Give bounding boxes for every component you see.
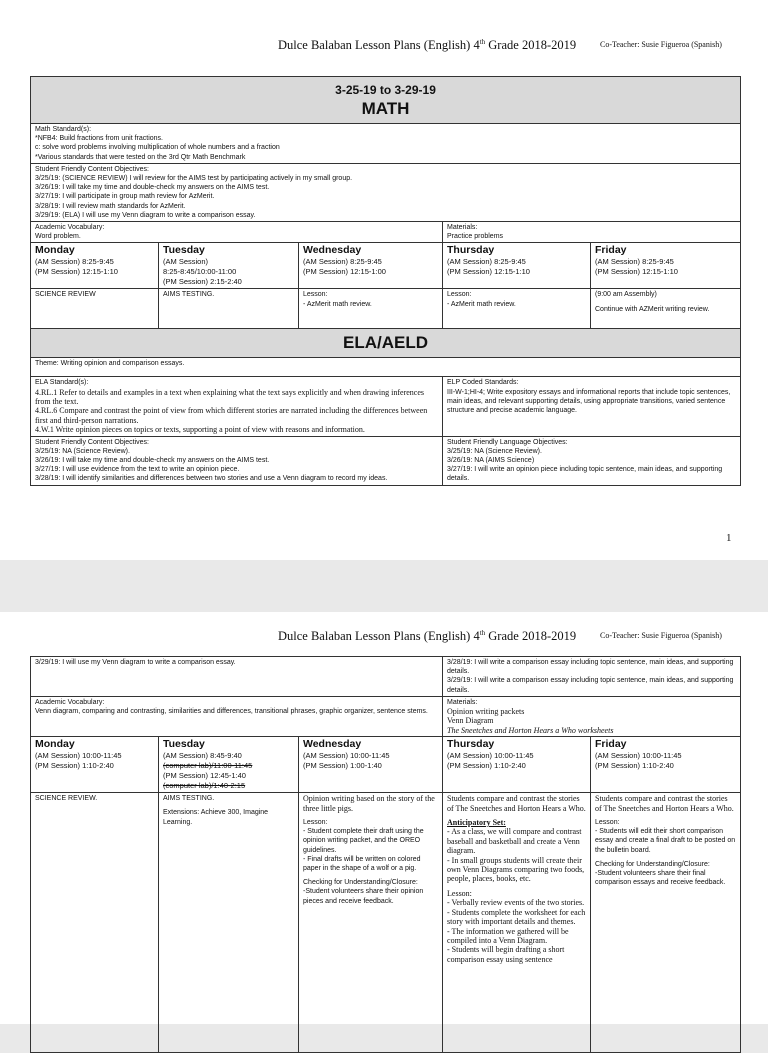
week-dates: 3-25-19 to 3-29-19: [335, 83, 436, 97]
page-header: [0, 629, 768, 649]
math-vocabulary: Academic Vocabulary: Word problem.: [31, 222, 443, 243]
ela-heading: ELA/AELD: [343, 333, 429, 353]
ela-content-objectives: Student Friendly Content Objectives: 3/25/19: NA (Science Review). 3/26/19: I will take my time and double-check my answers on the AIMS test. 3/27/19: I will use evidence from the text to write an opinion piece. 3/28/19: I will identify similarities and differences between two stories and use a Venn diagram to record my ideas.: [31, 436, 443, 485]
day-thursday: Thursday (AM Session) 8:25-9:45 (PM Session) 12:15-1:10: [443, 243, 591, 289]
co-teacher: Co-Teacher: Susie Figueroa (Spanish): [600, 40, 722, 49]
ela-standards: ELA Standard(s): 4.RL.1 Refer to details and examples in a text when explaining what the text says explicitly and when drawing inferences from the text. 4.RL.6 Compare and contrast the point of view from which different stories are narrated including the differences between first and third-person narrations. 4.W.1 Write opinion pieces on topics or texts, supporting a point of view with reasons and information.: [31, 377, 443, 436]
math-objectives: Student Friendly Content Objectives: 3/25/19: (SCIENCE REVIEW) I will review for the AIMS test by participating actively in my small group. 3/26/19: I will take my time and double-check my answers on the AIMS test. 3/27/19: I will participate in group math review for AzMerit. 3/28/19: I will review math standards for AzMerit. 3/29/19: (ELA) I will use my Venn diagram to write a comparison essay.: [31, 163, 741, 221]
activity-monday: SCIENCE REVIEW.: [31, 793, 159, 1053]
ela-day-row: [31, 737, 741, 793]
activity-tuesday: AIMS TESTING. Extensions: Achieve 300, Imagine Learning.: [159, 793, 299, 1053]
day-friday: Friday (AM Session) 10:00-11:45 (PM Session) 1:10-2:40: [591, 737, 741, 793]
activity-wednesday: Lesson: - AzMerit math review.: [299, 289, 443, 329]
page-2: [0, 612, 768, 1024]
day-wednesday: Wednesday (AM Session) 8:25-9:45 (PM Session) 12:15-1:00: [299, 243, 443, 289]
objective-continued: 3/29/19: I will use my Venn diagram to write a comparison essay.: [31, 657, 443, 697]
activity-thursday: Students compare and contrast the stories of The Sneetches and Horton Hears a Who. Anticipatory Set: - As a class, we will compare and contrast baseball and basketball and create a Venn diagram. - In small groups students will create their own Venn Diagrams comparing two foods, people, places, books, etc. Lesson: - Verbally review events of the two stories. - Students complete the worksheet for each story with important details and themes. - The information we gathered will be compiled into a Venn Diagram. - Students will begin drafting a short comparison essay using sentence: [443, 793, 591, 1053]
day-friday: Friday (AM Session) 8:25-9:45 (PM Session) 12:15-1:10: [591, 243, 741, 289]
math-heading: MATH: [361, 99, 410, 118]
ela-activity-row: [31, 793, 741, 1053]
math-standards: Math Standard(s): *NFB4: Build fractions from unit fractions. c: solve word problems involving multiplication of whole numbers and a fraction *Various standards that were tested on the 3rd Qtr Math Benchmark: [31, 124, 741, 164]
header-title: Dulce Balaban Lesson Plans (English) 4th Grade 2018-2019: [278, 629, 577, 644]
week-band: [31, 77, 741, 124]
elp-standards: ELP Coded Standards: III-W-1;HI-4; Write expository essays and informational reports that include topic sentences, main ideas, and relevant supporting details, using appropriate transitions, varied sentence structure and precise academic language.: [443, 377, 741, 436]
day-monday: Monday (AM Session) 8:25-9:45 (PM Session) 12:15-1:10: [31, 243, 159, 289]
page-number: 1: [726, 532, 732, 544]
math-activity-row: [31, 289, 741, 329]
math-materials: Materials: Practice problems: [443, 222, 741, 243]
ela-vocabulary: Academic Vocabulary: Venn diagram, comparing and contrasting, similarities and differences, transitional phrases, graphic organizer, sentence stems.: [31, 696, 443, 736]
activity-tuesday: AIMS TESTING.: [159, 289, 299, 329]
day-tuesday: Tuesday (AM Session) 8:45-9:40 (computer lab)/11:00-11:45 (PM Session) 12:45-1:40 (computer lab)/1:40-2:15: [159, 737, 299, 793]
ela-continued-table: [30, 656, 741, 1053]
activity-monday: SCIENCE REVIEW: [31, 289, 159, 329]
language-objective-continued: 3/28/19: I will write a comparison essay including topic sentence, main ideas, and supporting details. 3/29/19: I will write a comparison essay including topic sentence, main ideas, and supporting details.: [443, 657, 741, 697]
ela-theme: Theme: Writing opinion and comparison essays.: [31, 358, 741, 377]
day-thursday: Thursday (AM Session) 10:00-11:45 (PM Session) 1:10-2:40: [443, 737, 591, 793]
math-ela-table: [30, 76, 741, 486]
header-title: Dulce Balaban Lesson Plans (English) 4th Grade 2018-2019: [278, 38, 577, 53]
activity-friday: Students compare and contrast the stories of The Sneetches and Horton Hears a Who. Lesson: - Students will edit their short comparison essay and create a final draft to be posted on the bulletin board. Checking for Understanding/Closure: -Student volunteers share their final comparison essays and receive feedback.: [591, 793, 741, 1053]
page-header: [0, 38, 768, 58]
day-tuesday: Tuesday (AM Session) 8:25-8:45/10:00-11:00 (PM Session) 2:15-2:40: [159, 243, 299, 289]
co-teacher: Co-Teacher: Susie Figueroa (Spanish): [600, 631, 722, 640]
activity-wednesday: Opinion writing based on the story of the three little pigs. Lesson: - Student complete their draft using the opinion writing packet, and the OREO guidelines. - Final drafts will be written on colored paper in the shape of a wolf or a pig. Checking for Understanding/Closure: -Student volunteers share their opinion pieces and receive feedback.: [299, 793, 443, 1053]
activity-friday: (9:00 am Assembly) Continue with AZMerit writing review.: [591, 289, 741, 329]
activity-thursday: Lesson: - AzMerit math review.: [443, 289, 591, 329]
ela-materials: Materials: Opinion writing packets Venn Diagram The Sneetches and Horton Hears a Who worksheets: [443, 696, 741, 736]
day-wednesday: Wednesday (AM Session) 10:00-11:45 (PM Session) 1:00-1:40: [299, 737, 443, 793]
day-monday: Monday (AM Session) 10:00-11:45 (PM Session) 1:10-2:40: [31, 737, 159, 793]
ela-language-objectives: Student Friendly Language Objectives: 3/25/19: NA (Science Review). 3/26/19: NA (AIMS Science) 3/27/19: I will write an opinion piece including topic sentence, main ideas, and supporting details.: [443, 436, 741, 485]
ela-band: [31, 329, 741, 358]
math-day-row: [31, 243, 741, 289]
